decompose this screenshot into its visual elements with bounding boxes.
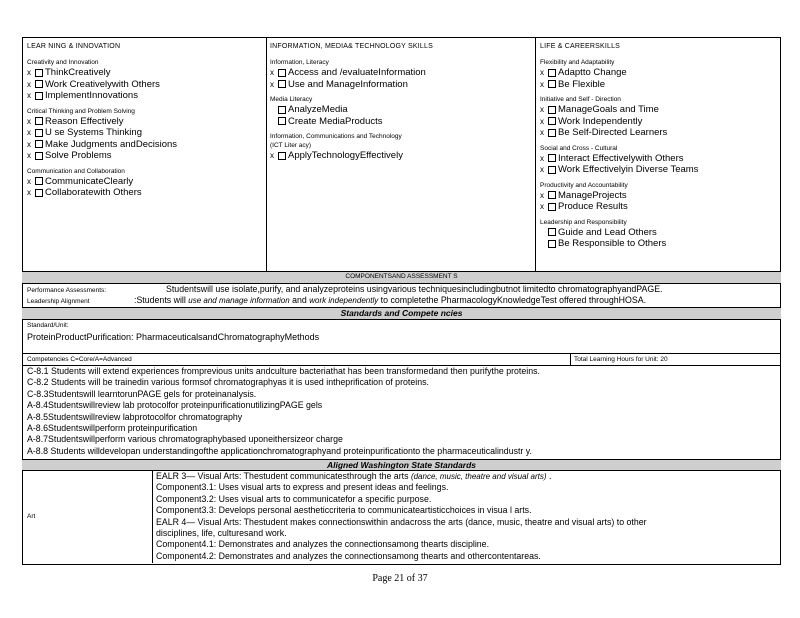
leadership-text: :Students will use and manage information and work independently to completethe PharmacologyKnowledgeTest offered throughHOSA. xyxy=(134,295,647,305)
skill-label: ThinkCreatively xyxy=(45,67,111,78)
learning-innovation-column xyxy=(27,58,263,199)
checkbox-icon xyxy=(278,80,286,88)
competencies-list xyxy=(27,366,779,457)
skill-checkbox-item[interactable] xyxy=(27,127,263,139)
check-mark: x xyxy=(27,91,31,100)
skill-label: Work Independently xyxy=(558,115,643,127)
art-standard-line xyxy=(156,482,776,493)
skill-label: Be Responsible to Others xyxy=(558,238,667,249)
skill-checkbox-item[interactable] xyxy=(27,176,263,188)
check-mark: x xyxy=(540,153,544,163)
skill-label: Work Effectivelyin Diverse Teams xyxy=(558,164,699,175)
checkbox-icon xyxy=(35,92,43,100)
checkbox-icon xyxy=(548,80,556,88)
check-mark: x xyxy=(540,202,544,211)
skill-label: Adaptto Change xyxy=(558,67,627,78)
art-standard-line xyxy=(156,505,776,516)
life-career-column xyxy=(540,58,776,250)
skill-label: Be Flexible xyxy=(558,78,605,90)
skill-label: Create MediaProducts xyxy=(288,115,383,127)
check-mark: x xyxy=(27,116,31,126)
skill-label: Solve Problems xyxy=(45,150,112,161)
checkbox-icon xyxy=(548,117,556,125)
art-line-italic: (dance, music, theatre and visual arts) xyxy=(410,472,547,481)
skill-group-title: Media Literacy xyxy=(270,96,313,103)
art-standard-line xyxy=(156,471,776,482)
competency-line: A-8.5Studentswillreview labprotocolfor chromatography xyxy=(27,411,243,422)
art-standard-line xyxy=(156,528,776,539)
life-career-header: LIFE & CAREERSKILLS xyxy=(540,43,621,50)
check-mark: x xyxy=(540,79,544,89)
skill-checkbox-item[interactable] xyxy=(540,227,776,239)
art-divider xyxy=(152,470,153,563)
checkbox-icon xyxy=(548,228,556,236)
skill-checkbox-item[interactable] xyxy=(270,116,532,128)
skill-checkbox-item[interactable] xyxy=(540,238,776,250)
art-line-text: Component4.1: Demonstrates and analyzes the connectionsamong thearts discipline. xyxy=(156,539,490,550)
check-mark: x xyxy=(270,68,274,77)
skill-group-title: Productivity and Accountability xyxy=(540,181,628,189)
skill-checkbox-item[interactable] xyxy=(27,90,263,102)
skill-checkbox-item[interactable] xyxy=(270,150,532,162)
checkbox-icon xyxy=(35,129,43,137)
skill-checkbox-item[interactable] xyxy=(540,104,776,116)
skill-label: Guide and Lead Others xyxy=(558,226,657,238)
checkbox-icon xyxy=(548,106,556,114)
art-line-text: Component3.2: Uses visual arts to communicatefor a specific purpose. xyxy=(156,493,432,504)
art-line-text: EALR 3— Visual Arts: Thestudent communicatesthrough the arts xyxy=(156,471,409,481)
competency-line: A-8.8 Students willdevelopan understandingofthe applicationchromatographyand proteinpurificationto the pharmaceuticalindustr y. xyxy=(27,445,532,456)
check-mark: x xyxy=(540,116,544,126)
skill-checkbox-item[interactable] xyxy=(27,67,263,79)
skill-checkbox-item[interactable] xyxy=(27,79,263,91)
competency-line: C-8.3Studentswill learntorunPAGE gels for proteinanalysis. xyxy=(27,388,257,399)
skill-checkbox-item[interactable] xyxy=(27,187,263,199)
checkbox-icon xyxy=(548,191,556,199)
competencies-label: Competencies C=Core/A=Advanced xyxy=(27,356,132,363)
skill-label: Interact Effectivelywith Others xyxy=(558,152,684,164)
skill-label: ManageProjects xyxy=(558,189,627,201)
skill-checkbox-item[interactable] xyxy=(27,150,263,162)
skill-checkbox-item[interactable] xyxy=(540,201,776,213)
performance-label: Performance Assessments: xyxy=(27,287,107,294)
skill-label: AnalyzeMedia xyxy=(288,104,348,115)
checkbox-icon xyxy=(548,203,556,211)
skill-label: CommunicateClearly xyxy=(45,175,134,187)
checkbox-icon xyxy=(35,117,43,125)
checkbox-icon xyxy=(548,129,556,137)
skill-checkbox-item[interactable] xyxy=(540,164,776,176)
skill-group-title: Social and Cross - Cultural xyxy=(540,144,618,152)
skill-group-title: Leadership and Responsibility xyxy=(540,218,627,226)
check-mark: x xyxy=(270,151,274,160)
performance-text: Studentswill use isolate,purify, and analyzeproteins usingvarious techniquesincludingbutnot limitedto chromatographyandPAGE. xyxy=(166,284,663,294)
skill-checkbox-item[interactable] xyxy=(540,79,776,91)
check-mark: x xyxy=(27,139,31,149)
unit-label: Standard/Unit: xyxy=(27,322,69,329)
skill-group-title: Critical Thinking and Problem Solving xyxy=(27,107,135,115)
page-number: Page 21 of 37 xyxy=(372,573,428,584)
check-mark: x xyxy=(27,176,31,186)
competency-line: C-8.1 Students will extend experiences fromprevious units andculture bacteriathat has been transformedand then purifythe proteins. xyxy=(27,366,540,376)
column-divider-2 xyxy=(535,37,536,271)
check-mark: x xyxy=(27,188,31,197)
skill-checkbox-item[interactable] xyxy=(270,104,532,116)
skill-group-title: Initiative and Self - Direction xyxy=(540,96,621,103)
skill-checkbox-item[interactable] xyxy=(540,67,776,79)
competency-line: A-8.7Studentswillperform various chromatographybased uponeithersizeor charge xyxy=(27,434,343,445)
skill-label: Be Self-Directed Learners xyxy=(558,127,668,138)
art-line-text: Component3.1: Uses visual arts to express and present ideas and feelings. xyxy=(156,482,449,493)
column-divider-1 xyxy=(266,37,267,271)
check-mark: x xyxy=(27,128,31,137)
hours-divider xyxy=(570,353,571,365)
skill-checkbox-item[interactable] xyxy=(540,153,776,165)
art-label: Art xyxy=(27,513,36,520)
checkbox-icon xyxy=(35,80,43,88)
check-mark: x xyxy=(540,128,544,137)
checkbox-icon xyxy=(35,140,43,148)
skill-label: Reason Effectively xyxy=(45,115,124,127)
check-mark: x xyxy=(270,79,274,89)
leadership-label: Leadership Alignment xyxy=(27,298,90,305)
checkbox-icon xyxy=(548,166,556,174)
art-line-text: disciplines, life, culturesand work. xyxy=(156,528,287,539)
art-standard-line xyxy=(156,494,776,505)
competency-line: A-8.4Studentswillreview lab protocolfor proteinpurificationutilizingPAGE gels xyxy=(27,400,323,411)
skill-label: U se Systems Thinking xyxy=(45,127,142,138)
check-mark: x xyxy=(27,79,31,89)
skill-group-title: Communication and Collaboration xyxy=(27,167,125,175)
checkbox-icon xyxy=(35,152,43,160)
checkbox-icon xyxy=(278,69,286,77)
skill-label: Work Creativelywith Others xyxy=(45,78,160,90)
skill-checkbox-item[interactable] xyxy=(270,79,532,91)
skill-group-subtitle: (ICT Liter acy) xyxy=(270,142,312,149)
check-mark: x xyxy=(540,165,544,174)
skill-label: Make Judgments andDecisions xyxy=(45,138,178,150)
checkbox-icon xyxy=(278,152,286,160)
skill-label: ImplementInnovations xyxy=(45,90,138,101)
skill-group-title: Creativity and Innovation xyxy=(27,59,99,66)
skill-checkbox-item[interactable] xyxy=(27,139,263,151)
rule-competencies-top xyxy=(22,353,781,354)
skill-label: Collaboratewith Others xyxy=(45,187,142,198)
skill-group-title: Information, Communications and Technology xyxy=(270,133,402,140)
skill-checkbox-item[interactable] xyxy=(540,190,776,202)
check-mark: x xyxy=(540,105,544,114)
components-band-title: COMPONENTSAND ASSESSMENT S xyxy=(345,273,458,280)
check-mark: x xyxy=(540,68,544,77)
information-media-header: INFORMATION, MEDIA& TECHNOLOGY SKILLS xyxy=(270,43,433,50)
skill-checkbox-item[interactable] xyxy=(27,116,263,128)
total-hours: Total Learning Hours for Unit: 20 xyxy=(574,356,668,363)
checkbox-icon xyxy=(548,240,556,248)
checkbox-icon xyxy=(548,154,556,162)
competency-line: A-8.6Studentswillperform proteinpurification xyxy=(27,423,198,434)
skill-group-title: Flexibility and Adaptability xyxy=(540,59,615,66)
checkbox-icon xyxy=(278,117,286,125)
competency-line: C-8.2 Students will be trainedin various formsof chromatographyas it is used intheprification of proteins. xyxy=(27,377,429,388)
checkbox-icon xyxy=(35,189,43,197)
art-line-end: . xyxy=(546,471,552,481)
check-mark: x xyxy=(27,68,31,77)
check-mark: x xyxy=(27,151,31,160)
checkbox-icon xyxy=(35,69,43,77)
art-standard-line xyxy=(156,551,776,562)
checkbox-icon xyxy=(35,177,43,185)
standards-band-title: Standards and Compete ncies xyxy=(340,308,463,318)
art-line-text: EALR 4— Visual Arts: Thestudent makes connectionswithin andacross the arts (dance, music, theatre and visual arts) to other xyxy=(156,516,647,527)
skill-label: ApplyTechnologyEffectively xyxy=(288,150,403,161)
checkbox-icon xyxy=(278,106,286,114)
skill-label: Use and ManageInformation xyxy=(288,78,408,90)
skill-label: Access and /evaluateInformation xyxy=(288,67,426,78)
skill-checkbox-item[interactable] xyxy=(540,116,776,128)
skill-label: ManageGoals and Time xyxy=(558,104,659,115)
skill-group-title: Information, Literacy xyxy=(270,59,329,66)
art-standards xyxy=(156,471,776,562)
art-standard-line xyxy=(156,539,776,550)
skill-checkbox-item[interactable] xyxy=(270,67,532,79)
information-media-column xyxy=(270,58,532,162)
check-mark: x xyxy=(540,190,544,200)
checkbox-icon xyxy=(548,69,556,77)
learning-innovation-header: LEAR NING & INNOVATION xyxy=(27,43,121,50)
art-standard-line xyxy=(156,517,776,528)
aligned-band-title: Aligned Washington State Standards xyxy=(326,460,477,470)
art-line-text: Component3.3: Develops personal aestheticcriteria to communicateartisticchoices in visua l arts. xyxy=(156,505,532,516)
skill-label: Produce Results xyxy=(558,201,628,212)
unit-title: ProteinProductPurification: PharmaceuticalsandChromatographyMethods xyxy=(27,332,320,342)
skill-checkbox-item[interactable] xyxy=(540,127,776,139)
art-line-text: Component4.2: Demonstrates and analyzes the connectionsamong thearts and othercontentareas. xyxy=(156,550,541,561)
